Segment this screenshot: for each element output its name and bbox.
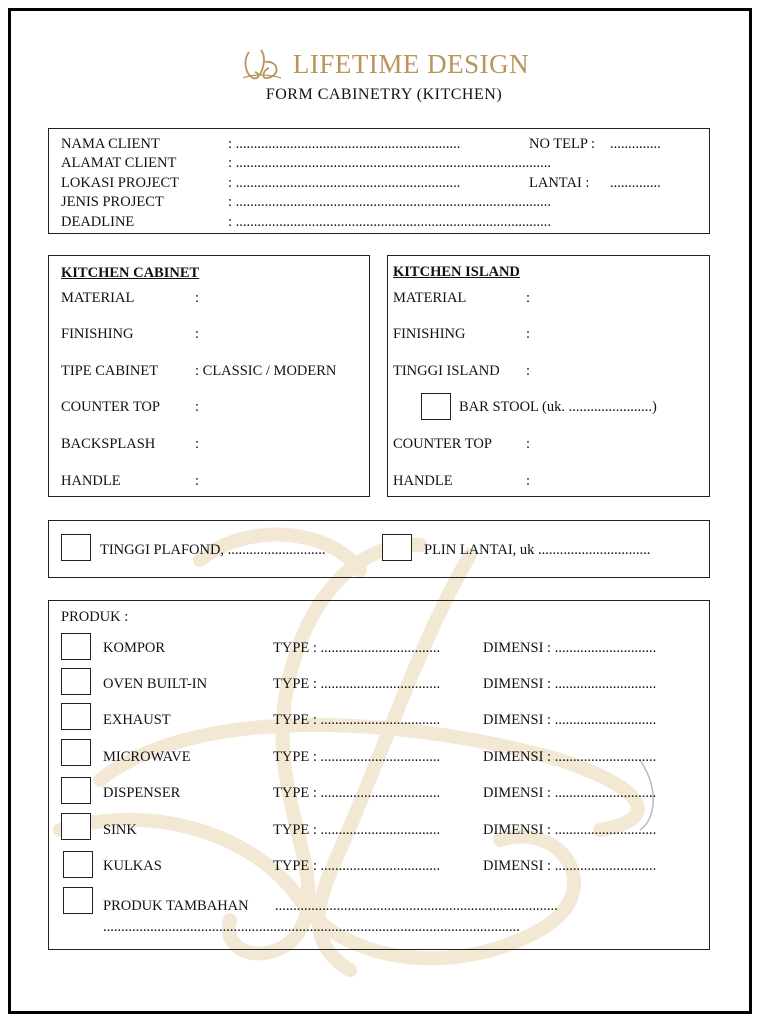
nama-client-label: NAMA CLIENT	[61, 136, 160, 152]
kompor-label: KOMPOR	[103, 640, 166, 656]
island-handle-label: HANDLE	[393, 473, 453, 489]
cabinet-countertop-label: COUNTER TOP	[61, 399, 160, 415]
exhaust-label: EXHAUST	[103, 712, 171, 728]
sink-checkbox[interactable]	[61, 813, 91, 840]
exhaust-checkbox[interactable]	[61, 703, 91, 730]
kompor-checkbox[interactable]	[61, 633, 91, 660]
kulkas-label: KULKAS	[103, 858, 162, 874]
form-title: FORM CABINETRY (KITCHEN)	[265, 86, 503, 103]
jenis-project-label: JENIS PROJECT	[61, 194, 164, 210]
sink-type-field[interactable]: TYPE : .................................	[273, 822, 441, 838]
kompor-type-field[interactable]: TYPE : .................................	[273, 640, 441, 656]
lokasi-project-field[interactable]: : ..............................................................	[228, 175, 461, 191]
dispenser-type-field[interactable]: TYPE : .................................	[273, 785, 441, 801]
dispenser-label: DISPENSER	[103, 785, 181, 801]
microwave-label: MICROWAVE	[103, 749, 191, 765]
oven-label: OVEN BUILT-IN	[103, 676, 208, 692]
bar-stool-label: BAR STOOL (uk. .......................)	[459, 399, 657, 415]
lantai-label: LANTAI :	[529, 175, 590, 191]
island-tinggi-label: TINGGI ISLAND	[393, 363, 500, 379]
alamat-client-field[interactable]: : .......................................................................................	[228, 155, 552, 171]
tinggi-plafond-checkbox[interactable]	[61, 534, 91, 561]
nama-client-field[interactable]: : ..............................................................	[228, 136, 461, 152]
cabinet-countertop-field[interactable]: :	[195, 399, 200, 415]
lokasi-project-label: LOKASI PROJECT	[61, 175, 180, 191]
oven-checkbox[interactable]	[61, 668, 91, 695]
oven-dimensi-field[interactable]: DIMENSI : ............................	[483, 676, 657, 692]
island-finishing-label: FINISHING	[393, 326, 466, 342]
no-telp-label: NO TELP :	[529, 136, 596, 152]
produk-title: PRODUK :	[61, 609, 129, 625]
produk-tambahan-checkbox[interactable]	[63, 887, 93, 914]
bar-stool-checkbox[interactable]	[421, 393, 451, 420]
island-handle-field[interactable]: :	[526, 473, 531, 489]
no-telp-field[interactable]: ..............	[610, 136, 661, 152]
microwave-type-field[interactable]: TYPE : .................................	[273, 749, 441, 765]
plin-lantai-checkbox[interactable]	[382, 534, 412, 561]
cabinet-finishing-field[interactable]: :	[195, 326, 200, 342]
microwave-dimensi-field[interactable]: DIMENSI : ............................	[483, 749, 657, 765]
deadline-label: DEADLINE	[61, 214, 135, 230]
cabinet-material-label: MATERIAL	[61, 290, 135, 306]
exhaust-dimensi-field[interactable]: DIMENSI : ............................	[483, 712, 657, 728]
island-countertop-field[interactable]: :	[526, 436, 531, 452]
island-material-field[interactable]: :	[526, 290, 531, 306]
cabinet-material-field[interactable]: :	[195, 290, 200, 306]
island-finishing-field[interactable]: :	[526, 326, 531, 342]
kulkas-checkbox[interactable]	[63, 851, 93, 878]
exhaust-type-field[interactable]: TYPE : .................................	[273, 712, 441, 728]
deadline-field[interactable]: : .......................................................................................	[228, 214, 552, 230]
plin-lantai-label: PLIN LANTAI, uk ...............................	[424, 542, 651, 558]
oven-type-field[interactable]: TYPE : .................................	[273, 676, 441, 692]
kompor-dimensi-field[interactable]: DIMENSI : ............................	[483, 640, 657, 656]
cabinet-tipe-label: TIPE CABINET	[61, 363, 159, 379]
cabinet-backsplash-field[interactable]: :	[195, 436, 200, 452]
produk-tambahan-field[interactable]: ..............................................................................	[275, 898, 558, 914]
kulkas-dimensi-field[interactable]: DIMENSI : ............................	[483, 858, 657, 874]
brand-name: LIFETIME DESIGN	[292, 48, 530, 79]
cabinet-tipe-field[interactable]: : CLASSIC / MODERN	[195, 363, 337, 379]
cabinet-backsplash-label: BACKSPLASH	[61, 436, 156, 452]
alamat-client-label: ALAMAT CLIENT	[61, 155, 177, 171]
microwave-checkbox[interactable]	[61, 739, 91, 766]
brand-monogram-icon	[239, 44, 285, 84]
jenis-project-field[interactable]: : .......................................................................................	[228, 194, 552, 210]
kitchen-island-title: KITCHEN ISLAND	[393, 264, 520, 280]
island-tinggi-field[interactable]: :	[526, 363, 531, 379]
tinggi-plafond-label: TINGGI PLAFOND, ...........................	[100, 542, 326, 558]
kulkas-type-field[interactable]: TYPE : .................................	[273, 858, 441, 874]
cabinet-finishing-label: FINISHING	[61, 326, 134, 342]
produk-tambahan-label: PRODUK TAMBAHAN	[103, 898, 249, 914]
produk-tambahan-field-2[interactable]: ...................................................................................................................	[103, 919, 520, 935]
cabinet-handle-field[interactable]: :	[195, 473, 200, 489]
lantai-field[interactable]: ..............	[610, 175, 661, 191]
island-countertop-label: COUNTER TOP	[393, 436, 492, 452]
sink-dimensi-field[interactable]: DIMENSI : ............................	[483, 822, 657, 838]
island-material-label: MATERIAL	[393, 290, 467, 306]
brand-header	[0, 44, 768, 84]
kitchen-cabinet-title: KITCHEN CABINET	[61, 265, 200, 281]
dispenser-dimensi-field[interactable]: DIMENSI : ............................	[483, 785, 657, 801]
sink-label: SINK	[103, 822, 137, 838]
dispenser-checkbox[interactable]	[61, 777, 91, 804]
cabinet-handle-label: HANDLE	[61, 473, 121, 489]
